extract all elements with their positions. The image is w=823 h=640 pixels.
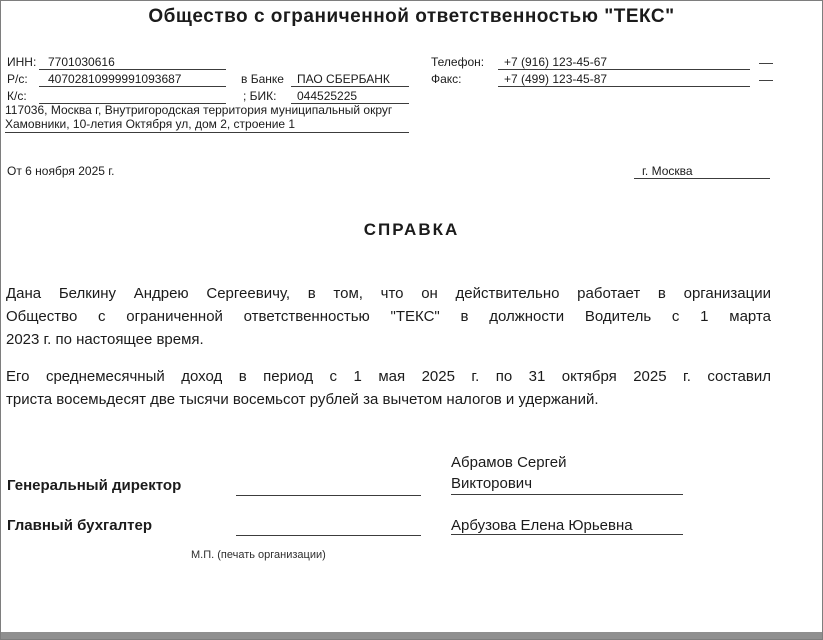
corr-account-label: К/с: <box>7 89 27 103</box>
company-address-line2: Хамовники, 10-летия Октября ул, дом 2, строение 1 <box>5 116 296 131</box>
stamp-place-note: М.П. (печать организации) <box>191 549 326 561</box>
bank-name-field: ПАО СБЕРБАНК <box>291 71 409 87</box>
document-city-field: г. Москва <box>634 163 770 179</box>
fax-dash: — <box>759 71 773 87</box>
paragraph1-line2: Общество с ограниченной ответственностью "ТЕКС" в должности Водитель с 1 марта <box>6 308 771 325</box>
accountant-title-label: Главный бухгалтер <box>7 517 153 534</box>
accountant-name-text: Арбузова Елена Юрьевна <box>451 517 633 534</box>
accountant-name <box>451 516 683 535</box>
body-paragraph-income <box>6 365 771 411</box>
settlement-account-label: Р/с: <box>7 72 28 86</box>
fax-value-field: +7 (499) 123-45-87 <box>498 71 750 87</box>
paragraph2-line2: триста восемьдесят две тысячи восемьсот рублей за вычетом налогов и удержаний. <box>6 391 599 408</box>
corr-account-field <box>39 88 226 104</box>
paragraph2-line1: Его среднемесячный доход в период с 1 мая 2025 г. по 31 октября 2025 г. составил <box>6 368 771 385</box>
company-title: Общество с ограниченной ответственностью "ТЕКС" <box>148 6 675 27</box>
company-address-line1: 117036, Москва г, Внутригородская территория муниципальный округ <box>5 103 393 117</box>
paragraph1-line3: 2023 г. по настоящее время. <box>6 331 204 348</box>
bank-label: в Банке <box>241 72 284 86</box>
phone-value-field: +7 (916) 123-45-67 <box>498 54 750 70</box>
fax-label: Факс: <box>431 72 462 86</box>
director-signature-line <box>236 477 421 496</box>
inn-label: ИНН: <box>7 55 37 69</box>
phone-dash: — <box>759 54 773 70</box>
settlement-account-field: 40702810999991093687 <box>39 71 226 87</box>
bik-label: ; БИК: <box>243 89 277 103</box>
window-bottom-edge <box>1 632 822 639</box>
bik-value-field: 044525225 <box>291 88 409 104</box>
document-heading: СПРАВКА <box>363 220 460 239</box>
director-name <box>451 452 683 495</box>
body-paragraph-employment <box>6 282 771 351</box>
accountant-signature-line <box>236 517 421 536</box>
director-title-label: Генеральный директор <box>7 477 182 494</box>
company-address <box>5 104 409 133</box>
paragraph1-line1: Дана Белкину Андрею Сергеевичу, в том, что он действительно работает в организации <box>6 285 771 302</box>
phone-label: Телефон: <box>431 55 485 69</box>
inn-value-field: 7701030616 <box>39 54 226 70</box>
document-date: От 6 ноября 2025 г. <box>7 164 115 178</box>
director-name-text: Абрамов Сергей Викторович <box>451 454 567 492</box>
